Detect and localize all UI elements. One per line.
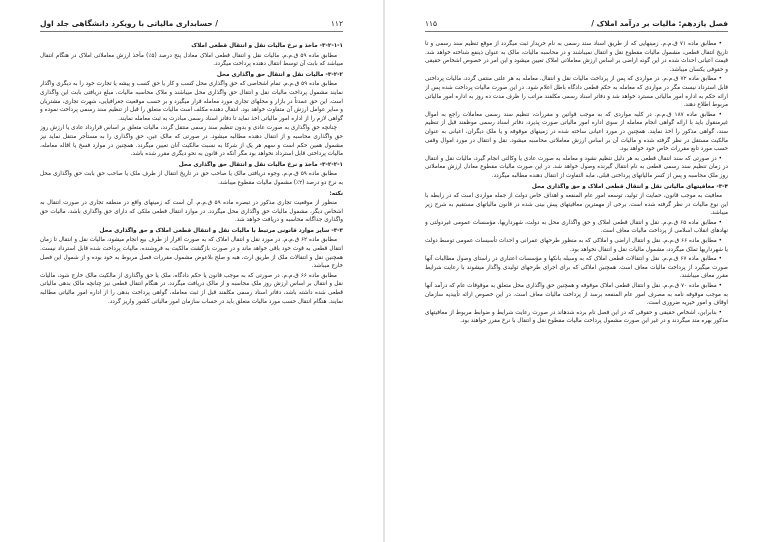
left-page-body <box>40 40 343 524</box>
section-heading: ۳-۲-۱-۱- ماخذ و نرخ مالیات نقل و انتقال قطعی املاک <box>191 43 343 49</box>
body-paragraph: منظور از موقعیت تجاری مذکور در تبصره ماده ۵۹ ق.م.م. آن است که زمینهای واقع در منطقه تجاری در صورت انتقال به اشخاص دیگر، مشمول مالیات حق واگذاری محل میگردد. در موارد انتقال قطعی ملکی که دارای حق واگذاری باشد، مالیات حق واگذاری جداگانه محاسبه و دریافت خواهد شد. <box>40 200 343 224</box>
section-heading: ۳-۲-۲- مالیات نقل و انتقال حق واگذاری محل <box>216 71 343 78</box>
body-paragraph: • در صورتی که سند انتقال قطعی به هر دلیل تنظیم نشود و معامله به صورت عادی یا وکالتی انجام گیرد، مالیات نقل و انتقال در زمان تنظیم سند رسمی قطعی به نام انتقال گیرنده وصول خواهد شد. در این صورت مالیات مقطوع معادل ارزش معاملاتی روز ملک محاسبه و پس از کسر مالیاتهای پرداختی قبلی، مابه التفاوت از انتقال دهنده مطالبه میگردد. <box>425 155 728 179</box>
body-paragraph: مطابق ماده ۵۹ ق.م.م. وجوه دریافتی مالک یا صاحب حق در تاریخ انتقال از طرف ملک یا صاحب حق بابت حق واگذاری محل به نرخ دو درصد (۲٪) مشمول مالیات مقطوع میباشد. <box>40 171 343 186</box>
body-paragraph: مطابق ماده ۵۹ ق.م.م. تمام اشخاصی که حق واگذاری محل کسب و کار یا حق کسب و پیشه یا تجارت خود را به دیگری واگذار نمایند مشمول پرداخت مالیات نقل و انتقال حق واگذاری محل میباشند و ملاک محاسبه مالیات، مبلغ دریافتی بابت این واگذاری است. این حق عمدتاً در بازار و محلهای تجاری مورد معامله قرار میگیرد و بر حسب موقعیت جغرافیایی، شهرت تجاری، مشتریان و سایر عوامل ارزش آن متفاوت خواهد بود. انتقال دهنده مکلف است مالیات متعلق را قبل از تنظیم سند رسمی پرداخت نموده و گواهی لازم را از اداره امور مالیاتی اخذ نماید تا دفاتر اسناد رسمی مبادرت به ثبت معامله نمایند. <box>40 81 343 122</box>
body-paragraph: مطابق ماده ۶۶ ق.م.م. در صورتی که به موجب قانون یا حکم دادگاه، ملک یا حق واگذاری از مالکیت مالک خارج شود، مالیات نقل و انتقال بر اساس ارزش روز ملک محاسبه و از مالک دریافت میگردد. در هنگام انتقال قطعی نیز چنانچه مالک بدهی مالیاتی قطعی شده داشته باشد، دفاتر اسناد رسمی مکلفند قبل از ثبت معامله، گواهی پرداخت بدهی را از اداره امور مالیاتی مطالبه نمایند. هنگام انتقال حسب مورد مالیات متعلق باید در حساب سازمان امور مالیاتی کشور واریز گردد. <box>40 272 343 305</box>
section-heading: نکته: <box>329 190 343 197</box>
body-paragraph: مطابق ماده ۶۲ ق.م.م. در مورد نقل و انتقال املاک که به صورت اقرار از طرف بیع انجام میشود، مالیات نقل و انتقال تا زمان انتقال قطعی به قوت خود باقی خواهد ماند و در صورت بازگشت مالکیت به فروشنده، مالیات پرداخت شده قابل استرداد نیست. همچنین نقل و انتقالات ملک از طریق ارث، هبه و صلح بلاعوض مشمول مقررات فصل مربوط به خود بوده و از شمول این فصل خارج میباشد. <box>40 237 343 270</box>
right-page <box>384 0 768 542</box>
right-page-number: ۱۱۵ <box>425 18 438 28</box>
right-page-header <box>425 15 728 32</box>
left-page-running-title: / حسابداری مالیاتی با رویکرد دانشگاهی جلد اول <box>40 18 219 28</box>
body-paragraph: • مطابق ماده ۶۵ ق.م.م. نقل و انتقال قطعی املاک و حق واگذاری محل به دولت، شهرداریها، مؤسسات عمومی غیردولتی و نهادهای انقلاب اسلامی از پرداخت مالیات معاف است. <box>425 219 728 235</box>
right-page-body <box>425 40 728 524</box>
section-heading: ۳-۲-۲-۱- ماخذ و نرخ مالیات نقل و انتقال حق واگذاری محل <box>178 161 343 168</box>
body-paragraph: • مطابق ماده ۷۰ ق.م.م. نقل و انتقال قطعی املاک موقوفه و همچنین حق واگذاری محل متعلق به موقوفات عام که درآمد آنها به موجب موقوفه نامه به مصرف امور عام المنفعه برسد از پرداخت مالیات معاف است. در این خصوص ارائه تأییدیه سازمان اوقاف و امور خیریه ضروری است. <box>425 283 728 307</box>
left-page-header <box>40 15 343 32</box>
body-paragraph: معافیت به موجب قانون، حمایت از تولید، توسعه امور عام المنفعه و اهداف خاص دولت از جمله مواردی است که در رابطه با این نوع مالیات در نظر گرفته شده است. برخی از مهمترین معافیتهای پیش بینی شده در قانون مالیاتهای مستقیم به شرح زیر میباشد. <box>425 193 728 217</box>
body-paragraph: • مطابق ماده ۷۱ ق.م.م. زمینهایی که از طریق اسناد سند رسمی به نام خریدار ثبت میگردد از موقع تنظیم سند رسمی و تا تاریخ انتقال قطعی، مشمول مالیات مقطوع نقل و انتقال نمیباشند و در محاسبه مالیات، مالک به عنوان ذینفع شناخته خواهد شد. قیمت اعیانی احداث شده در این گونه اراضی بر اساس ارزش معاملاتی املاک تعیین میشود و این امر در خصوص اشخاص حقیقی و حقوقی یکسان میباشد. <box>425 41 728 73</box>
section-heading: ۳-۳- سایر موارد قانونی مرتبط با مالیات نقل و انتقال قطعی املاک و حق واگذاری محل <box>99 227 343 234</box>
left-page-number: ۱۱۲ <box>330 18 343 28</box>
body-paragraph: • مطابق ماده ۱۸۷ ق.م.م. در کلیه مواردی که به موجب قوانین و مقررات، تنظیم سند رسمی معاملات راجع به اموال غیرمنقول باید با ارائه گواهی انجام معامله از سوی اداره امور مالیاتی صورت پذیرد، دفاتر اسناد رسمی موظفند قبل از تنظیم سند، گواهی مذکور را اخذ نمایند. همچنین در مورد اعیانی ساخته شده در زمینهای موقوفه و یا ملک دیگران، اعیانی به عنوان مالکیت مستقل در نظر گرفته شده و مالیات آن بر اساس ارزش معاملاتی محاسبه میشود. نقل و انتقال در مورد اموال وقفی حسب مورد تابع مقررات خاص خود خواهد بود. <box>425 111 728 153</box>
body-paragraph: • بنابراین، اشخاص حقیقی و حقوقی که در این فصل نام برده شدهاند در صورت رعایت شرایط و ضوابط مربوط از معافیتهای مذکور بهره مند میگردند و در غیر این صورت مشمول پرداخت مالیات مقطوع نقل و انتقال با نرخ مقرر خواهند بود. <box>425 309 728 325</box>
body-paragraph: • مطابق ماده ۶۷ ق.م.م. نقل و انتقالات قطعی املاک که به وسیله بانکها و مؤسسات اعتباری در راستای وصول مطالبات آنها صورت میگیرد از پرداخت مالیات معاف است. همچنین املاکی که برای اجرای طرحهای تولیدی واگذار میشوند با رعایت شرایط مقرر معاف میباشند. <box>425 256 728 280</box>
right-page-running-title: فصل یازدهم: مالیات بر درآمد املاک / <box>591 18 728 28</box>
body-paragraph: مطابق ماده ۵۹ ق.م.م. مالیات نقل و انتقال قطعی املاک معادل پنج درصد (۵٪) مأخذ ارزش معاملاتی املاک در هنگام انتقال میباشد که بابت آن توسط انتقال دهنده پرداخت میگردد. <box>40 52 343 68</box>
body-paragraph: • مطابق ماده ۶۶ ق.م.م. نقل و انتقال اراضی و املاکی که به منظور طرحهای عمرانی و احداث تأسیسات عمومی توسط دولت یا شهرداریها تملک میگردد، مشمول مالیات نقل و انتقال نخواهد بود. <box>425 238 728 253</box>
section-heading: ۳-۴- معافیتهای مالیاتی نقل و انتقال قطعی املاک و حق واگذاری محل <box>531 183 728 190</box>
body-paragraph: چنانچه حق واگذاری به صورت عادی و بدون تنظیم سند رسمی منتقل گردد، مالیات متعلق بر اساس قرارداد عادی یا ارزش روز حق واگذاری محاسبه و از انتقال دهنده مطالبه میشود. در صورتی که مالک عین، حق واگذاری را به مستأجر منتقل نماید نیز مشمول همین حکم است و سهم هر یک از شرکا به نسبت مالکیت آنان تعیین میگردد. همچنین در موارد فسخ یا اقاله معامله، مالیات پرداختی قابل استرداد نخواهد بود مگر آنکه در قانون به نحو دیگری مقرر شده باشد. <box>40 125 343 158</box>
body-paragraph: • مطابق ماده ۷۲ ق.م.م. در مواردی که پس از پرداخت مالیات نقل و انتقال، معامله به هر علتی منتفی گردد، مالیات پرداختی قابل استرداد نیست مگر در مواردی که معامله به حکم قطعی دادگاه باطل اعلام شود. در این صورت مالیات پرداخت شده پس از ارائه حکم به اداره امور مالیاتی مسترد خواهد شد و دفاتر اسناد رسمی مکلفند مراتب را ظرف مدت ده روز به اداره امور مالیاتی مربوط اطلاع دهند. <box>425 76 728 109</box>
